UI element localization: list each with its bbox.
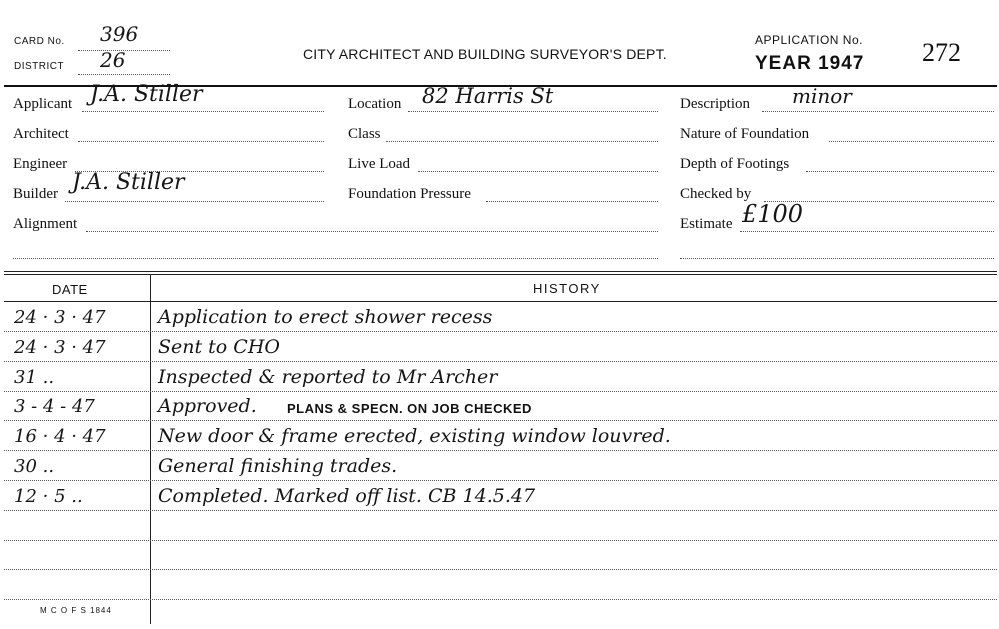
history-entry: Completed. Marked off list. CB 14.5.47: [158, 485, 536, 507]
history-row-line: [4, 420, 997, 421]
history-row-line: [4, 450, 997, 451]
architect-line: [78, 141, 324, 142]
engineer-label: Engineer: [13, 156, 68, 172]
application-label: APPLICATION No.: [755, 33, 863, 47]
description-label: Description: [680, 96, 750, 112]
history-date: 12 · 5 ..: [14, 486, 83, 507]
builder-value: J.A. Stiller: [72, 170, 185, 195]
live-load-label: Live Load: [348, 156, 411, 172]
card-no-label: CARD No.: [14, 36, 65, 47]
history-stamp: PLANS & SPECN. ON JOB CHECKED: [287, 401, 532, 416]
location-label: Location: [348, 96, 402, 112]
class-line: [386, 141, 658, 142]
builder-label: Builder: [13, 186, 58, 202]
form-code: M C O F S 1844: [40, 606, 112, 615]
history-column-header: HISTORY: [533, 281, 601, 296]
builder-line: [65, 201, 324, 202]
location-value: 82 Harris St: [422, 84, 554, 108]
history-entry: New door & frame erected, existing window louvred.: [158, 425, 671, 447]
history-date: 16 · 4 · 47: [14, 426, 106, 447]
alignment-line-2: [13, 258, 658, 259]
history-date: 30 ..: [14, 456, 55, 477]
history-row-line: [4, 361, 997, 362]
year-label: YEAR 1947: [755, 53, 865, 74]
history-entry: Inspected & reported to Mr Archer: [158, 366, 498, 388]
history-row-line: [4, 510, 997, 511]
history-date: 24 · 3 · 47: [14, 307, 106, 328]
department-title: CITY ARCHITECT AND BUILDING SURVEYOR'S DEPT.: [303, 46, 667, 62]
history-entry: Application to erect shower recess: [158, 306, 493, 328]
depth-of-footings-label: Depth of Footings: [680, 156, 790, 172]
history-row-line: [4, 480, 997, 481]
history-row-line: [4, 599, 997, 600]
district-line: [78, 74, 170, 75]
applicant-label: Applicant: [13, 96, 73, 112]
history-date: 31 ..: [14, 367, 55, 388]
applicant-value: J.A. Stiller: [90, 82, 203, 107]
district-label: DISTRICT: [14, 61, 65, 72]
date-column-header: DATE: [52, 282, 88, 297]
history-header-rule: [4, 301, 997, 302]
nature-of-foundation-label: Nature of Foundation: [680, 126, 810, 142]
location-line: [408, 111, 658, 112]
description-value: minor: [792, 84, 852, 108]
application-number: 272: [922, 38, 961, 67]
live-load-line: [418, 171, 658, 172]
history-top-rule-2: [4, 274, 997, 275]
history-row-line: [4, 540, 997, 541]
history-date: 3 - 4 - 47: [14, 396, 95, 417]
history-row-line: [4, 331, 997, 332]
class-label: Class: [348, 126, 381, 142]
checked-by-label: Checked by: [680, 186, 752, 202]
history-top-rule: [4, 271, 997, 272]
estimate-line: [740, 231, 994, 232]
nature-of-foundation-line: [829, 141, 994, 142]
foundation-pressure-label: Foundation Pressure: [348, 186, 471, 202]
history-entry: Approved.: [158, 395, 257, 417]
card-no-value: 396: [100, 22, 139, 46]
district-value: 26: [100, 48, 126, 72]
alignment-label: Alignment: [13, 216, 78, 232]
description-line: [762, 111, 994, 112]
applicant-line: [82, 111, 324, 112]
history-date: 24 · 3 · 47: [14, 337, 106, 358]
architect-label: Architect: [13, 126, 69, 142]
history-row-line: [4, 569, 997, 570]
foundation-pressure-line: [486, 201, 658, 202]
alignment-line: [86, 231, 658, 232]
depth-of-footings-line: [806, 171, 994, 172]
history-entry: Sent to CHO: [158, 336, 280, 358]
estimate-line-2: [680, 258, 994, 259]
history-entry: General finishing trades.: [158, 455, 398, 477]
estimate-value: £100: [742, 200, 804, 228]
history-row-line: [4, 391, 997, 392]
estimate-label: Estimate: [680, 216, 733, 232]
